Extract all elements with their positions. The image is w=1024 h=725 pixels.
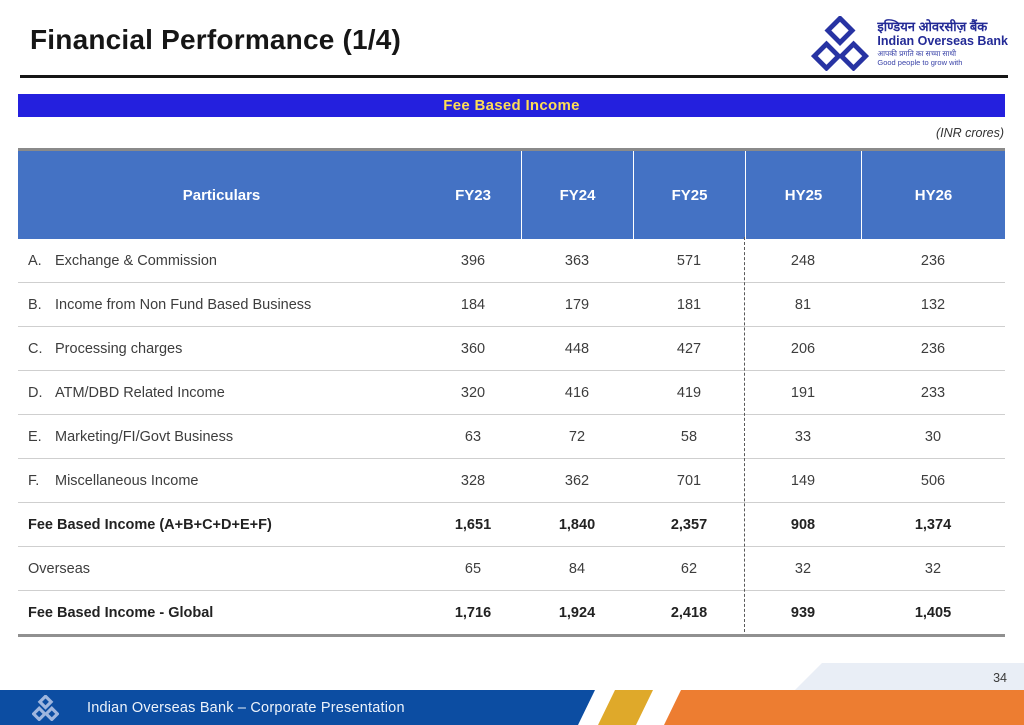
row-label-cell — [18, 605, 425, 621]
unit-note: (INR crores) — [935, 126, 1004, 140]
table-cell: 1,651 — [454, 516, 492, 533]
footer — [0, 690, 1024, 725]
table-cell: 360 — [460, 340, 486, 357]
column-header-fy24: FY24 — [521, 151, 633, 239]
table-cell: 84 — [568, 560, 586, 577]
footer-content — [0, 690, 1024, 725]
row-label: Income from Non Fund Based Business — [55, 296, 312, 313]
table-cell: 236 — [920, 252, 946, 269]
table-cell: 1,716 — [454, 604, 492, 621]
table-cell: 32 — [924, 560, 942, 577]
bank-logo-text — [877, 20, 1008, 67]
column-header-hy26: HY26 — [861, 151, 1005, 239]
table-cell: 506 — [920, 472, 946, 489]
table-cell: 1,374 — [914, 516, 952, 533]
column-header-hy25: HY25 — [745, 151, 861, 239]
table-cell: 181 — [676, 296, 702, 313]
table-row — [18, 590, 1005, 634]
fee-based-income-table — [18, 148, 1005, 637]
row-label-cell — [18, 517, 425, 533]
bank-logo-icon — [811, 16, 869, 71]
section-banner-label: Fee Based Income — [443, 97, 580, 114]
table-cell: 362 — [564, 472, 590, 489]
row-label-cell — [18, 385, 425, 401]
table-cell: 248 — [790, 252, 816, 269]
table-cell: 701 — [676, 472, 702, 489]
fiscal-halfyear-dashed-divider — [744, 237, 745, 632]
table-cell: 149 — [790, 472, 816, 489]
table-cell: 363 — [564, 252, 590, 269]
row-label-cell — [18, 297, 425, 313]
row-label-cell — [18, 561, 425, 577]
row-letter: A. — [28, 252, 42, 269]
table-cell: 206 — [790, 340, 816, 357]
bank-tagline-english: Good people to grow with — [877, 57, 963, 67]
row-label: Marketing/FI/Govt Business — [55, 428, 234, 445]
row-label-cell — [18, 253, 425, 269]
column-header-fy23: FY23 — [455, 186, 491, 204]
table-cell: 1,840 — [558, 516, 596, 533]
table-cell: 939 — [790, 604, 816, 621]
table-cell: 179 — [564, 296, 590, 313]
table-cell: 184 — [460, 296, 486, 313]
bank-logo — [811, 16, 1008, 71]
section-banner — [18, 94, 1005, 117]
table-cell: 32 — [794, 560, 812, 577]
table-cell: 81 — [794, 296, 812, 313]
decorative-corner-band — [794, 663, 1024, 691]
footer-bank-logo-icon — [32, 695, 59, 721]
table-row — [18, 458, 1005, 502]
bank-name-english: Indian Overseas Bank — [877, 34, 1008, 49]
table-cell: 191 — [790, 384, 816, 401]
table-cell: 65 — [464, 560, 482, 577]
row-letter: D. — [28, 384, 43, 401]
bank-tagline-hindi: आपकी प्रगति का सच्चा साथी — [877, 49, 957, 59]
footer-caption: Indian Overseas Bank – Corporate Presentation — [87, 699, 405, 716]
table-cell: 58 — [680, 428, 698, 445]
table-cell: 396 — [460, 252, 486, 269]
row-label: Fee Based Income - Global — [28, 604, 214, 621]
column-header-particulars: Particulars — [182, 186, 261, 204]
table-cell: 30 — [924, 428, 942, 445]
table-cell: 132 — [920, 296, 946, 313]
table-body — [18, 239, 1005, 637]
row-letter: B. — [28, 296, 42, 313]
table-cell: 328 — [460, 472, 486, 489]
row-label: Fee Based Income (A+B+C+D+E+F) — [28, 516, 272, 533]
row-label: ATM/DBD Related Income — [55, 384, 225, 401]
table-row — [18, 326, 1005, 370]
row-label: Miscellaneous Income — [55, 472, 199, 489]
table-cell: 236 — [920, 340, 946, 357]
table-cell: 72 — [568, 428, 586, 445]
table-cell: 320 — [460, 384, 486, 401]
page-number: 34 — [993, 671, 1007, 685]
row-label: Overseas — [28, 560, 91, 577]
table-cell: 419 — [676, 384, 702, 401]
table-cell: 2,357 — [670, 516, 708, 533]
row-letter: E. — [28, 428, 42, 445]
table-cell: 33 — [794, 428, 812, 445]
table-row — [18, 546, 1005, 590]
row-label-cell — [18, 429, 425, 445]
row-label-cell — [18, 473, 425, 489]
table-row — [18, 414, 1005, 458]
table-row — [18, 370, 1005, 414]
row-label: Exchange & Commission — [55, 252, 217, 269]
table-cell: 1,924 — [558, 604, 596, 621]
table-cell: 427 — [676, 340, 702, 357]
row-label-cell — [18, 341, 425, 357]
table-cell: 1,405 — [914, 604, 952, 621]
table-header-row — [18, 148, 1005, 239]
page-title: Financial Performance (1/4) — [30, 24, 402, 55]
row-letter: C. — [28, 340, 43, 357]
row-label: Processing charges — [55, 340, 183, 357]
table-row — [18, 282, 1005, 326]
table-cell: 416 — [564, 384, 590, 401]
bank-name-hindi: इण्डियन ओवरसीज़ बैंक — [877, 18, 988, 34]
table-cell: 62 — [680, 560, 698, 577]
table-cell: 63 — [464, 428, 482, 445]
table-row — [18, 502, 1005, 546]
table-row — [18, 239, 1005, 282]
table-cell: 233 — [920, 384, 946, 401]
table-cell: 571 — [676, 252, 702, 269]
column-header-fy25: FY25 — [633, 151, 745, 239]
row-letter: F. — [28, 472, 40, 489]
title-divider — [20, 75, 1008, 78]
table-cell: 2,418 — [670, 604, 708, 621]
table-cell: 908 — [790, 516, 816, 533]
table-cell: 448 — [564, 340, 590, 357]
